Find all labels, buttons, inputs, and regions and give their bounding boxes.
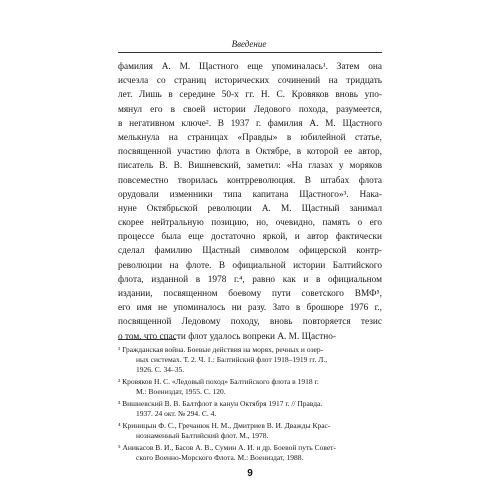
page-number: 9 bbox=[247, 468, 253, 479]
footnote-line: 1937. 24 окт. № 294. С. 4. bbox=[136, 409, 217, 418]
running-head: Введение bbox=[231, 39, 267, 49]
footnote-line: ных системах. Т. 2. Ч. 1.: Балтийский флот 1918–1919 гг. Л., bbox=[136, 355, 328, 364]
body-line: революции на флоте. В официальной истории Балтийского bbox=[118, 260, 382, 271]
body-line: посвященной Ледовому походу, вновь повторяется тезис bbox=[118, 317, 382, 328]
footnote-line: ского Военно-Морского Флота. М.: Воениздат, 1988. bbox=[136, 453, 304, 462]
footnote bbox=[118, 377, 382, 397]
body-line: мелькнула на страницах «Правды» в юбилейной статье, bbox=[118, 132, 382, 143]
footnote-line: ⁴ Криницын Ф. С., Гречанюк Н. М., Дмитриев В. И. Дважды Крас- bbox=[118, 421, 331, 430]
body-line: орудовали изменники типа капитана Щастного»³. Нака- bbox=[118, 189, 382, 200]
body-line: лет. Лишь в середине 50-х гг. Н. С. Кровяков вновь упо- bbox=[118, 90, 382, 101]
body-line: сделал фамилию Щастный символом офицерской контр- bbox=[118, 246, 382, 257]
footnote bbox=[118, 443, 382, 463]
body-line: фамилия А. М. Щастного еще упоминалась¹. Затем она bbox=[118, 62, 382, 72]
body-line: посвященной участию флота в Октябре, в которой ее автор, bbox=[118, 147, 382, 158]
footnote-line: ² Кровяков Н. С. «Ледовый поход» Балтийского флота в 1918 г. bbox=[118, 377, 319, 386]
footnote-line: ³ Вишневский В. В. Балтфлот в канун Октября 1917 г. // Правда. bbox=[118, 399, 323, 408]
footnote-line: ¹ Гражданская война. Боевые действия на морях, речных и озер- bbox=[118, 345, 324, 354]
body-text bbox=[118, 60, 382, 344]
body-line: исчезла со страниц исторических сочинений на тридцать bbox=[118, 76, 382, 87]
footnote-rule bbox=[118, 339, 176, 340]
body-line: его имя не упоминалось ни разу. Зато в брошюре 1976 г., bbox=[118, 303, 382, 314]
footnote-line: ⁵ Аникасов В. И., Басов А. В., Сумин А. И. и др. Боевой путь Совет- bbox=[118, 443, 336, 452]
footnote bbox=[118, 421, 382, 441]
body-line: нуне Октябрьской революции А. М. Щастный занимал bbox=[118, 203, 382, 214]
body-line: флота, изданной в 1978 г.⁴, равно как и в официальном bbox=[118, 274, 382, 285]
body-line: процессе была еще достаточно яркой, и автор фактически bbox=[118, 232, 382, 243]
body-line: повсеместно творилась контрреволюция. В штабах флота bbox=[118, 175, 382, 186]
header-rule bbox=[118, 52, 382, 53]
footnote-line: нознаменный Балтийский флот. М., 1978. bbox=[136, 431, 269, 440]
body-line: писатель В. В. Вишневский, заметил: «На глазах у моряков bbox=[118, 161, 382, 172]
body-line: издании, посвященном боевому пути советского ВМФ⁵, bbox=[118, 289, 382, 299]
footnote bbox=[118, 399, 382, 419]
footnote bbox=[118, 345, 382, 375]
body-line: в негативном ключе². В 1937 г. фамилия А. М. Щастного bbox=[118, 118, 382, 129]
body-line: мянул его в своей истории Ледового похода, разумеется, bbox=[118, 104, 382, 115]
body-line: скорее нейтральную позицию, но, очевидно, память о его bbox=[118, 218, 382, 229]
footnote-line: М.: Воениздат, 1955. С. 120. bbox=[136, 387, 226, 396]
body-line: о том, что спасти флот удалось вопреки А. М. Щастно- bbox=[118, 331, 337, 342]
footnotes bbox=[118, 345, 382, 465]
footnote-line: 1926. С. 34–35. bbox=[136, 365, 185, 374]
